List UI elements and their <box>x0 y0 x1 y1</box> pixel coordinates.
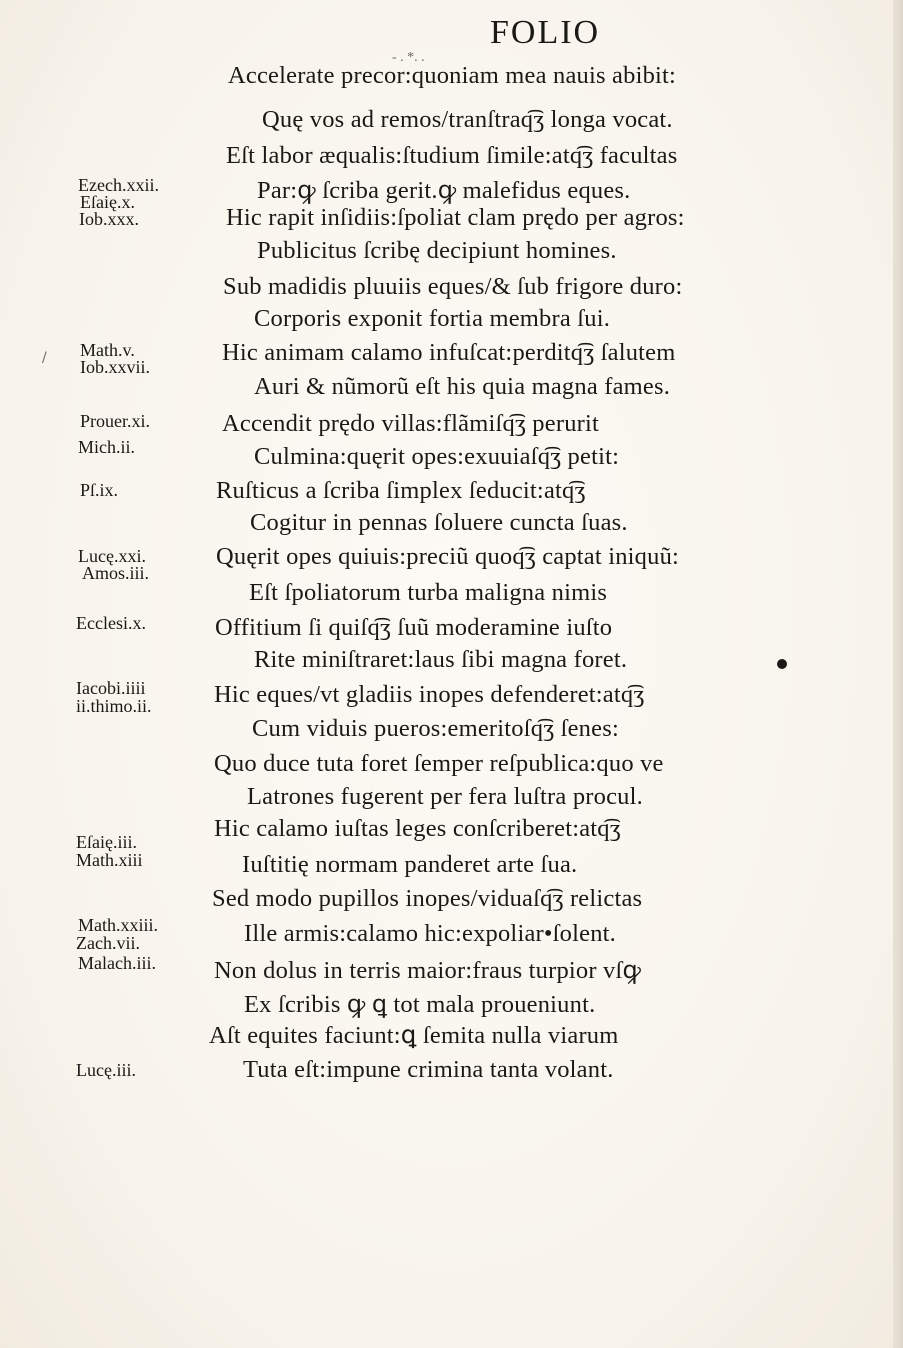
verse-line-21: Quo duce tuta foret ſemper reſpublica:quo ve <box>214 750 664 777</box>
margin-note-5: Iob.xxvii. <box>80 357 150 377</box>
verse-line-27: Non dolus in terris maior:fraus turpior vſꝙ <box>214 957 642 984</box>
margin-note-17: Zach.vii. <box>76 933 140 953</box>
margin-note-3: Iob.xxx. <box>79 209 139 229</box>
margin-tick-mark: / <box>42 350 47 366</box>
verse-line-8: Corporis exponit fortia membra ſui. <box>254 305 611 332</box>
margin-note-2: Eſaię.x. <box>80 192 135 212</box>
verse-line-12: Culmina:quęrit opes:exuuiaſq͡ʒ petit: <box>254 443 620 470</box>
margin-note-1: Ezech.xxii. <box>78 175 159 195</box>
ink-dot <box>777 659 787 669</box>
margin-note-8: Pſ.ix. <box>80 480 119 500</box>
verse-line-3: Eſt labor æqualis:ſtudium ſimile:atq͡ʒ facultas <box>226 142 678 169</box>
verse-line-9: Hic animam calamo infuſcat:perditq͡ʒ ſalutem <box>222 339 676 366</box>
folio-heading: FOLIO <box>490 14 601 51</box>
verse-line-19: Hic eques/vt gladiis inopes defenderet:atq͡ʒ <box>214 681 645 708</box>
margin-note-19: Lucę.iii. <box>76 1060 136 1080</box>
verse-line-4: Par:ꝙ ſcriba gerit.ꝙ malefidus eques. <box>257 177 631 204</box>
verse-line-14: Cogitur in pennas ſoluere cuncta ſuas. <box>250 509 628 536</box>
verse-line-22: Latrones fugerent per fera luſtra procul. <box>247 783 643 810</box>
verse-line-30: Tuta eſt:impune crimina tanta volant. <box>243 1056 614 1083</box>
verse-line-15: Quęrit opes quiuis:preciũ quoq͡ʒ captat iniquũ: <box>216 543 680 570</box>
verse-line-23: Hic calamo iuſtas leges conſcriberet:atq͡ʒ <box>214 815 621 842</box>
verse-line-20: Cum viduis pueros:emeritoſq͡ʒ ſenes: <box>252 715 619 742</box>
margin-note-4: Math.v. <box>80 340 135 360</box>
verse-line-1: Accelerate precor:quoniam mea nauis abibit: <box>228 62 677 89</box>
verse-line-29: Aſt equites faciunt:ꝗ ſemita nulla viarum <box>209 1022 619 1049</box>
margin-note-12: Iacobi.iiii <box>76 678 146 698</box>
verse-line-26: Ille armis:calamo hic:expoliar•ſolent. <box>244 920 616 947</box>
margin-note-18: Malach.iii. <box>78 953 156 973</box>
page-edge-shadow <box>893 0 903 1348</box>
margin-note-11: Ecclesi.x. <box>76 613 146 633</box>
margin-note-13: ii.thimo.ii. <box>76 696 152 716</box>
verse-line-2: Quę vos ad remos/tranſtraq͡ʒ longa vocat. <box>262 106 673 133</box>
verse-line-10: Auri & nũmorũ eſt his quia magna fames. <box>254 373 671 400</box>
margin-note-9: Lucę.xxi. <box>78 546 146 566</box>
margin-note-10: Amos.iii. <box>82 563 150 583</box>
margin-note-14: Eſaię.iii. <box>76 832 137 852</box>
margin-note-15: Math.xiii <box>76 850 143 870</box>
verse-line-5: Hic rapit inſidiis:ſpoliat clam prędo per agros: <box>226 204 685 231</box>
ink-smudge: - . *. . <box>392 50 425 65</box>
verse-line-13: Ruſticus a ſcriba ſimplex ſeducit:atq͡ʒ <box>216 477 586 504</box>
margin-note-6: Prouer.xi. <box>80 411 150 431</box>
verse-line-25: Sed modo pupillos inopes/viduaſq͡ʒ relictas <box>212 885 643 912</box>
verse-line-17: Offitium ſi quiſq͡ʒ ſuũ moderamine iuſto <box>215 614 613 641</box>
verse-line-7: Sub madidis pluuiis eques/& ſub frigore duro: <box>223 273 683 300</box>
verse-line-28: Ex ſcribis ꝙ ꝗ tot mala proueniunt. <box>244 991 596 1018</box>
verse-line-6: Publicitus ſcribę decipiunt homines. <box>257 237 617 264</box>
margin-note-16: Math.xxiii. <box>78 915 158 935</box>
verse-line-11: Accendit prędo villas:flãmiſq͡ʒ perurit <box>222 410 600 437</box>
verse-line-18: Rite miniſtraret:laus ſibi magna foret. <box>254 646 628 673</box>
verse-line-24: Iuſtitię normam panderet arte ſua. <box>242 851 578 878</box>
margin-note-7: Mich.ii. <box>78 437 135 457</box>
verse-line-16: Eſt ſpoliatorum turba maligna nimis <box>249 579 608 606</box>
